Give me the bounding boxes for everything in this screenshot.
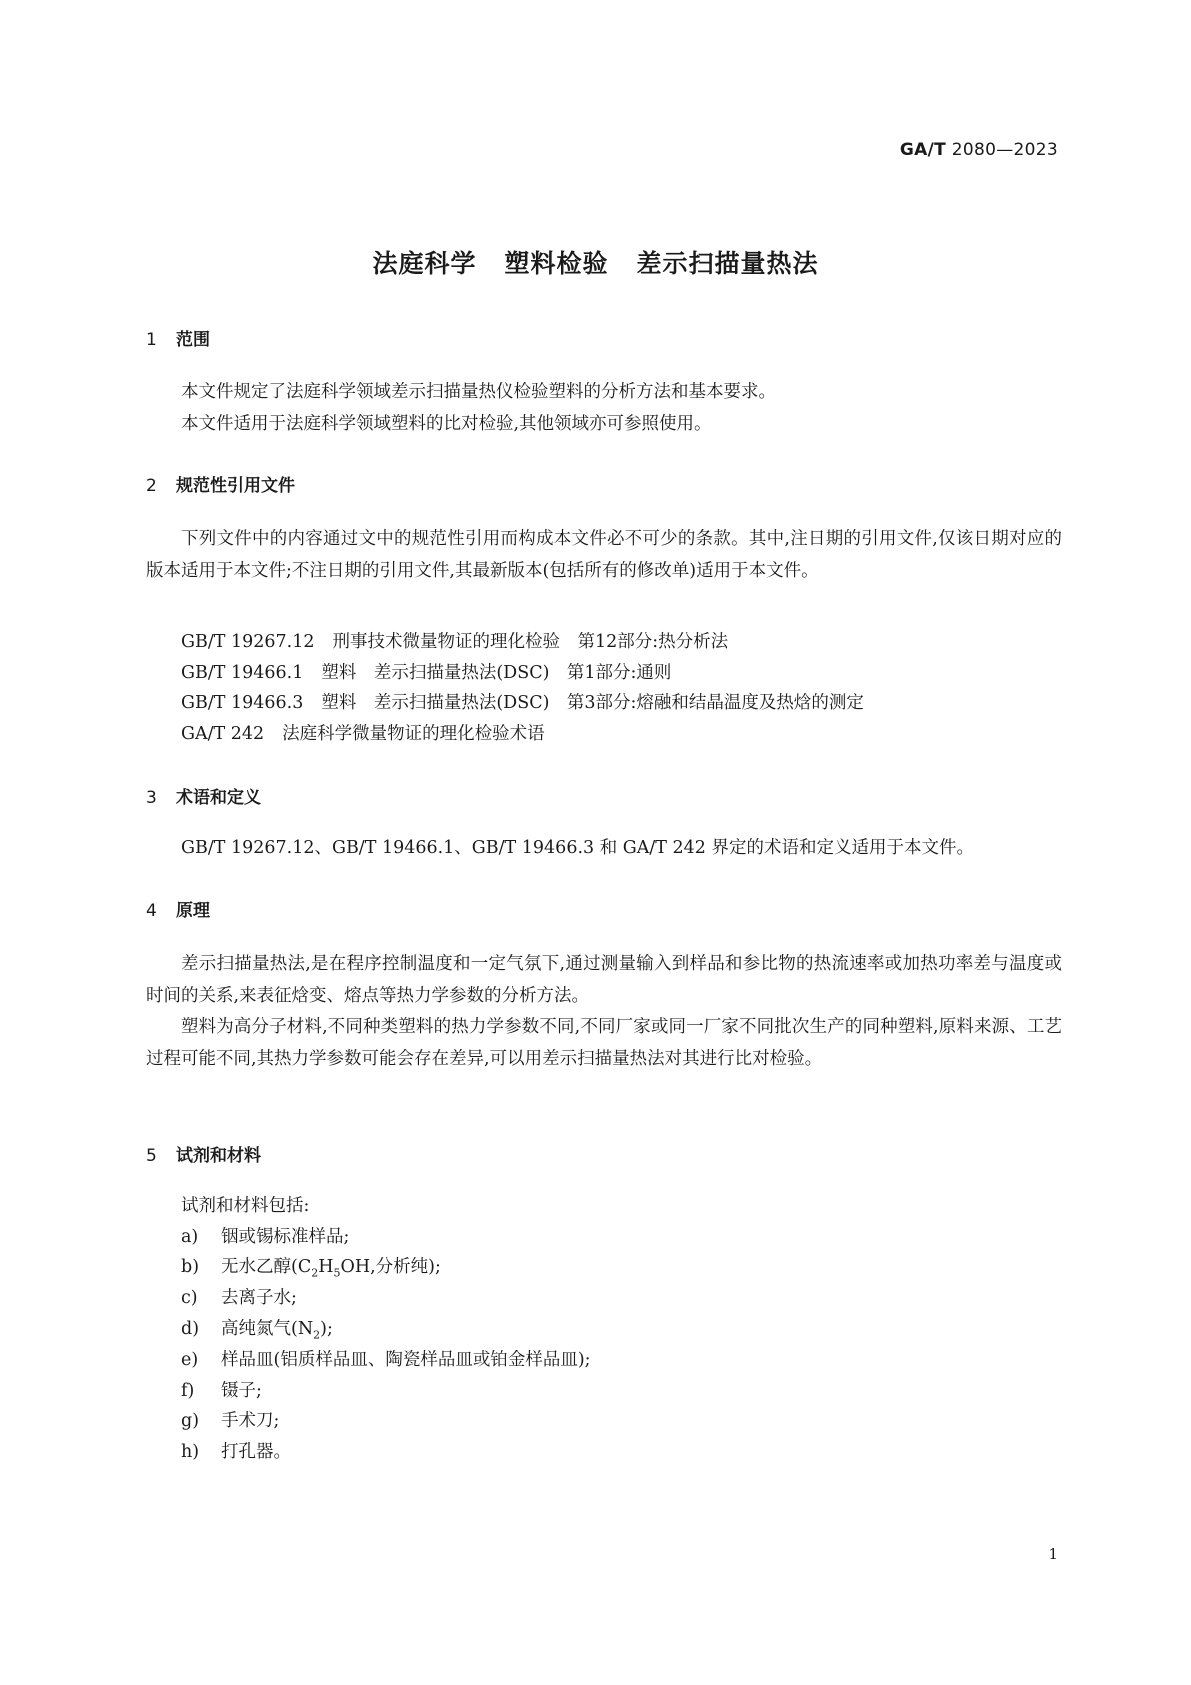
list-item	[181, 1253, 441, 1280]
document-prefix: GA/T	[899, 140, 947, 160]
list-item-text: 打孔器。	[221, 1442, 291, 1462]
reference-title: 刑事技术微量物证的理化检验 第12部分:热分析法	[332, 632, 729, 652]
section-3-paragraph-1: GB/T 19267.12、GB/T 19466.1、GB/T 19466.3 和 GA/T 242 界定的术语和定义适用于本文件。	[181, 838, 974, 858]
reference-title: 塑料 差示扫描量热法(DSC) 第3部分:熔融和结晶温度及热焓的测定	[321, 693, 864, 713]
list-item-letter: d)	[181, 1319, 200, 1339]
list-item-letter: a)	[181, 1227, 199, 1247]
section-title: 规范性引用文件	[176, 476, 295, 496]
list-item-letter: c)	[181, 1288, 198, 1308]
section-4-paragraph-2: 塑料为高分子材料,不同种类塑料的热力学参数不同,不同厂家或同一厂家不同批次生产的同种塑料,原料来源、工艺过程可能不同,其热力学参数可能会存在差异,可以用差示扫描量热法对其进行比对检验。	[146, 1017, 1062, 1069]
section-1-paragraph-2: 本文件适用于法庭科学领域塑料的比对检验,其他领域亦可参照使用。	[181, 414, 712, 434]
reference-code: GA/T 242	[181, 724, 265, 744]
section-number: 1	[146, 330, 157, 350]
subscript: 2	[311, 1266, 319, 1280]
list-item	[181, 1315, 333, 1342]
list-item-letter: g)	[181, 1411, 200, 1431]
section-title: 范围	[176, 330, 210, 350]
document-number	[900, 140, 1058, 160]
section-title: 术语和定义	[176, 788, 261, 808]
list-item-text: 镊子;	[221, 1381, 262, 1401]
list-item	[181, 1346, 591, 1371]
normative-reference	[181, 659, 671, 684]
list-item-text: );	[320, 1319, 333, 1339]
section-4-paragraph-1: 差示扫描量热法,是在程序控制温度和一定气氛下,通过测量输入到样品和参比物的热流速率或加热功率差与温度或时间的关系,来表征焓变、熔点等热力学参数的分析方法。	[146, 954, 1062, 1006]
section-1-paragraph-1: 本文件规定了法庭科学领域差示扫描量热仪检验塑料的分析方法和基本要求。	[181, 382, 776, 402]
list-item	[181, 1407, 279, 1432]
section-2-paragraph-1: 下列文件中的内容通过文中的规范性引用而构成本文件必不可少的条款。其中,注日期的引用文件,仅该日期对应的版本适用于本文件;不注日期的引用文件,其最新版本(包括所有的修改单)适用于本文件。	[146, 529, 1062, 581]
list-item-text: H	[318, 1257, 334, 1277]
list-item-text: 去离子水;	[221, 1288, 297, 1308]
section-5-intro: 试剂和材料包括:	[181, 1196, 310, 1216]
reference-code: GB/T 19466.3	[181, 693, 304, 713]
section-1-heading	[146, 325, 210, 350]
document-title	[0, 244, 1191, 280]
list-item-letter: e)	[181, 1350, 199, 1370]
list-item-letter: b)	[181, 1257, 200, 1277]
list-item-letter: h)	[181, 1442, 200, 1462]
document-code: 2080—2023	[951, 140, 1058, 160]
list-item-text: 手术刀;	[221, 1411, 280, 1431]
section-number: 3	[146, 788, 157, 808]
section-2-heading	[146, 471, 295, 496]
normative-reference	[181, 628, 728, 653]
section-title: 试剂和材料	[176, 1146, 261, 1166]
section-title: 原理	[176, 901, 210, 921]
list-item-text: 高纯氮气(N	[221, 1319, 314, 1339]
list-item	[181, 1438, 291, 1463]
section-3-heading	[146, 783, 261, 808]
section-number: 2	[146, 476, 157, 496]
list-item-letter: f)	[181, 1381, 195, 1401]
section-4-heading	[146, 896, 210, 921]
normative-reference	[181, 689, 864, 714]
subscript: 5	[333, 1266, 341, 1280]
list-item-text: 铟或锡标准样品;	[221, 1227, 350, 1247]
section-number: 4	[146, 901, 157, 921]
section-5-heading	[146, 1141, 261, 1166]
list-item-text: 样品皿(铝质样品皿、陶瓷样品皿或铂金样品皿);	[221, 1350, 591, 1370]
reference-code: GB/T 19466.1	[181, 663, 304, 683]
title-part-1: 法庭科学	[372, 249, 477, 278]
page-number: 1	[1048, 1545, 1058, 1563]
reference-code: GB/T 19267.12	[181, 632, 315, 652]
title-part-2: 塑料检验	[504, 249, 609, 278]
list-item	[181, 1377, 262, 1402]
subscript: 2	[313, 1328, 321, 1342]
reference-title: 塑料 差示扫描量热法(DSC) 第1部分:通则	[321, 663, 672, 683]
reference-title: 法庭科学微量物证的理化检验术语	[282, 724, 545, 744]
list-item-text: OH,分析纯);	[340, 1257, 441, 1277]
title-part-3: 差示扫描量热法	[636, 249, 819, 278]
normative-reference	[181, 720, 545, 745]
section-number: 5	[146, 1146, 157, 1166]
list-item	[181, 1284, 297, 1309]
list-item-text: 无水乙醇(C	[221, 1257, 312, 1277]
list-item	[181, 1223, 349, 1248]
